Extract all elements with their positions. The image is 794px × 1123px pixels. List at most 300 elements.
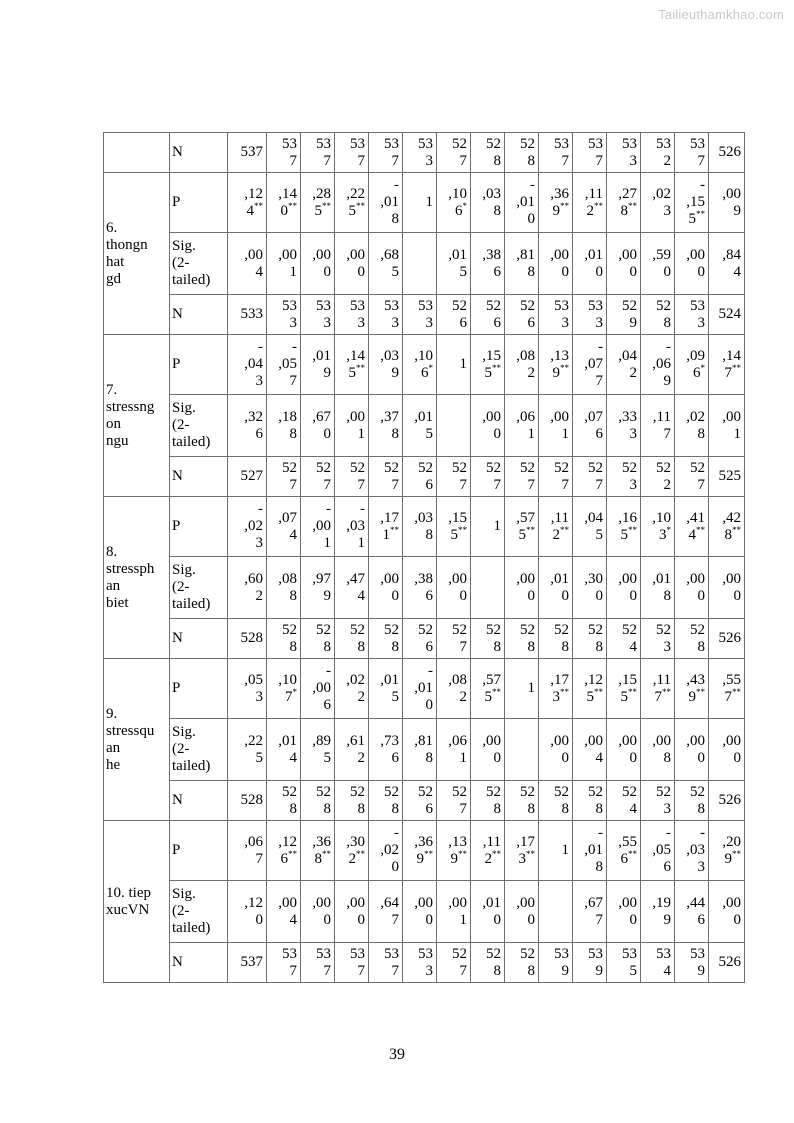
- table-cell: [573, 719, 607, 781]
- cell-value: ,84 4: [722, 246, 741, 280]
- table-cell: [471, 335, 505, 395]
- table-cell: [403, 457, 437, 497]
- table-cell: [539, 719, 573, 781]
- table-cell: [573, 881, 607, 943]
- table-cell: [437, 133, 471, 173]
- cell-value: 52 8: [486, 783, 501, 817]
- cell-value: ,15 5**: [448, 509, 467, 543]
- cell-value: 53 3: [418, 135, 433, 169]
- table-cell: [369, 233, 403, 295]
- table-cell: [641, 133, 675, 173]
- cell-value: 526: [718, 630, 741, 646]
- cell-value: 52 8: [316, 621, 331, 655]
- table-cell: [403, 233, 437, 295]
- table-cell: [709, 457, 745, 497]
- significance-mark: **: [732, 524, 741, 535]
- significance-mark: **: [458, 848, 467, 859]
- table-cell: [437, 719, 471, 781]
- cell-value: ,55 7**: [722, 671, 741, 705]
- table-cell: [403, 881, 437, 943]
- cell-value: ,30 0: [584, 570, 603, 604]
- statistic-label: Sig. (2- tailed): [170, 395, 228, 457]
- significance-mark: **: [696, 686, 705, 697]
- cell-value: 52 8: [350, 783, 365, 817]
- cell-value: 52 8: [282, 783, 297, 817]
- table-cell: [573, 173, 607, 233]
- cell-value: - ,05 7: [278, 339, 297, 389]
- cell-value: ,73 6: [380, 732, 399, 766]
- cell-value: 53 3: [384, 297, 399, 331]
- cell-value: 52 6: [418, 621, 433, 655]
- table-cell: [675, 335, 709, 395]
- table-cell: [607, 173, 641, 233]
- table-cell: [505, 881, 539, 943]
- table-cell: [471, 133, 505, 173]
- cell-value: 52 8: [656, 297, 671, 331]
- cell-value: ,47 4: [346, 570, 365, 604]
- table-row: [104, 497, 745, 557]
- cell-value: ,02 3: [652, 185, 671, 219]
- cell-value: 52 6: [486, 297, 501, 331]
- cell-value: 52 2: [656, 459, 671, 493]
- table-cell: [437, 335, 471, 395]
- cell-value: 52 7: [452, 783, 467, 817]
- table-cell: [641, 335, 675, 395]
- variable-label: 6. thongn hat gd: [104, 173, 170, 335]
- cell-value: 53 7: [690, 135, 705, 169]
- cell-value: 52 8: [350, 621, 365, 655]
- cell-value: - ,01 0: [516, 177, 535, 227]
- cell-value: ,15 5**: [618, 671, 637, 705]
- statistic-label: P: [170, 659, 228, 719]
- cell-value: ,00 4: [244, 246, 263, 280]
- table-cell: [709, 781, 745, 821]
- significance-mark: **: [560, 524, 569, 535]
- table-cell: [301, 335, 335, 395]
- table-cell: [709, 881, 745, 943]
- significance-mark: **: [288, 848, 297, 859]
- table-cell: [641, 619, 675, 659]
- cell-value: ,06 1: [448, 732, 467, 766]
- cell-value: 52 8: [588, 621, 603, 655]
- cell-value: ,42 8**: [722, 509, 741, 543]
- table-cell: [369, 497, 403, 557]
- table-cell: [641, 557, 675, 619]
- table-cell: [437, 659, 471, 719]
- table-cell: [471, 173, 505, 233]
- cell-value: ,67 0: [312, 408, 331, 442]
- significance-mark: **: [390, 524, 399, 535]
- statistic-label: Sig. (2- tailed): [170, 557, 228, 619]
- table-cell: [539, 457, 573, 497]
- table-cell: [539, 821, 573, 881]
- table-cell: [675, 173, 709, 233]
- cell-value: 53 3: [316, 297, 331, 331]
- correlation-table: [103, 132, 745, 983]
- table-cell: [335, 781, 369, 821]
- cell-value: ,06 1: [516, 408, 535, 442]
- table-cell: [267, 881, 301, 943]
- table-cell: [641, 781, 675, 821]
- table-cell: [607, 821, 641, 881]
- table-cell: [641, 173, 675, 233]
- cell-value: 52 7: [350, 459, 365, 493]
- table-cell: [267, 233, 301, 295]
- cell-value: ,00 0: [550, 246, 569, 280]
- significance-mark: **: [732, 848, 741, 859]
- cell-value: - ,15 5**: [686, 177, 705, 227]
- table-cell: [573, 457, 607, 497]
- cell-value: 52 7: [452, 621, 467, 655]
- table-cell: [641, 233, 675, 295]
- cell-value: ,00 9: [722, 185, 741, 219]
- table-cell: [301, 557, 335, 619]
- significance-mark: **: [288, 200, 297, 211]
- variable-label: [104, 133, 170, 173]
- cell-value: 537: [240, 144, 263, 160]
- cell-value: ,00 0: [722, 570, 741, 604]
- cell-value: ,00 1: [346, 408, 365, 442]
- cell-value: ,00 0: [722, 732, 741, 766]
- table-cell: [675, 497, 709, 557]
- table-cell: [403, 497, 437, 557]
- table-cell: [301, 781, 335, 821]
- table-cell: [539, 943, 573, 983]
- table-cell: [228, 497, 267, 557]
- table-row: [104, 557, 745, 619]
- table-row: [104, 781, 745, 821]
- table-cell: [228, 881, 267, 943]
- cell-value: 52 9: [622, 297, 637, 331]
- statistic-label: P: [170, 497, 228, 557]
- cell-value: ,08 8: [278, 570, 297, 604]
- table-cell: [471, 295, 505, 335]
- table-cell: [573, 295, 607, 335]
- cell-value: ,00 0: [618, 246, 637, 280]
- cell-value: ,11 2**: [550, 509, 569, 543]
- cell-value: 53 7: [554, 135, 569, 169]
- table-cell: [641, 659, 675, 719]
- cell-value: ,33 3: [618, 408, 637, 442]
- table-cell: [267, 395, 301, 457]
- table-cell: [403, 719, 437, 781]
- cell-value: 53 3: [588, 297, 603, 331]
- cell-value: 1: [561, 842, 569, 858]
- cell-value: 53 7: [384, 135, 399, 169]
- table-cell: [335, 619, 369, 659]
- significance-mark: *: [462, 200, 467, 211]
- significance-mark: **: [458, 524, 467, 535]
- cell-value: ,43 9**: [686, 671, 705, 705]
- table-cell: [709, 335, 745, 395]
- cell-value: 53 2: [656, 135, 671, 169]
- cell-value: 1: [459, 356, 467, 372]
- significance-mark: **: [356, 362, 365, 373]
- table-cell: [573, 659, 607, 719]
- table-cell: [301, 821, 335, 881]
- significance-mark: **: [492, 686, 501, 697]
- significance-mark: **: [560, 686, 569, 697]
- table-cell: [301, 233, 335, 295]
- table-cell: [335, 881, 369, 943]
- table-cell: [369, 821, 403, 881]
- table-row: [104, 821, 745, 881]
- table-cell: [573, 133, 607, 173]
- significance-mark: **: [322, 848, 331, 859]
- table-cell: [301, 659, 335, 719]
- cell-value: ,00 0: [550, 732, 569, 766]
- table-cell: [267, 781, 301, 821]
- cell-value: ,59 0: [652, 246, 671, 280]
- cell-value: - ,02 0: [380, 825, 399, 875]
- table-cell: [335, 943, 369, 983]
- cell-value: 53 5: [622, 945, 637, 979]
- cell-value: ,36 9**: [414, 833, 433, 867]
- table-cell: [335, 719, 369, 781]
- cell-value: - ,05 6: [652, 825, 671, 875]
- table-cell: [228, 557, 267, 619]
- table-cell: [539, 497, 573, 557]
- cell-value: ,00 0: [482, 408, 501, 442]
- table-cell: [335, 173, 369, 233]
- cell-value: ,07 6: [584, 408, 603, 442]
- table-cell: [369, 619, 403, 659]
- table-cell: [573, 619, 607, 659]
- table-cell: [573, 335, 607, 395]
- cell-value: ,14 5**: [346, 347, 365, 381]
- table-cell: [675, 659, 709, 719]
- cell-value: 1: [493, 518, 501, 534]
- cell-value: 526: [718, 144, 741, 160]
- cell-value: ,01 9: [312, 347, 331, 381]
- table-cell: [505, 659, 539, 719]
- cell-value: ,37 8: [380, 408, 399, 442]
- cell-value: ,12 0: [244, 894, 263, 928]
- cell-value: ,41 4**: [686, 509, 705, 543]
- cell-value: 52 8: [520, 945, 535, 979]
- table-cell: [709, 943, 745, 983]
- cell-value: ,81 8: [414, 732, 433, 766]
- cell-value: ,00 0: [686, 246, 705, 280]
- cell-value: 53 4: [656, 945, 671, 979]
- cell-value: 53 9: [554, 945, 569, 979]
- table-cell: [369, 395, 403, 457]
- cell-value: ,00 0: [482, 732, 501, 766]
- significance-mark: **: [560, 200, 569, 211]
- table-cell: [709, 557, 745, 619]
- table-cell: [675, 719, 709, 781]
- cell-value: ,00 0: [380, 570, 399, 604]
- significance-mark: **: [526, 848, 535, 859]
- cell-value: ,13 9**: [448, 833, 467, 867]
- watermark: Tailieuthamkhao.com: [658, 7, 784, 22]
- cell-value: ,01 4: [278, 732, 297, 766]
- table-cell: [539, 173, 573, 233]
- cell-value: ,57 5**: [516, 509, 535, 543]
- cell-value: 52 6: [418, 459, 433, 493]
- cell-value: ,12 4**: [244, 185, 263, 219]
- table-cell: [301, 133, 335, 173]
- significance-mark: **: [662, 686, 671, 697]
- table-cell: [403, 133, 437, 173]
- cell-value: 52 8: [384, 621, 399, 655]
- cell-value: ,44 6: [686, 894, 705, 928]
- table-cell: [369, 173, 403, 233]
- cell-value: ,64 7: [380, 894, 399, 928]
- cell-value: ,01 5: [380, 671, 399, 705]
- cell-value: 52 8: [316, 783, 331, 817]
- table-cell: [607, 943, 641, 983]
- cell-value: 53 7: [316, 135, 331, 169]
- table-cell: [267, 943, 301, 983]
- cell-value: 526: [718, 954, 741, 970]
- cell-value: ,03 8: [414, 509, 433, 543]
- significance-mark: **: [732, 686, 741, 697]
- cell-value: ,01 0: [550, 570, 569, 604]
- cell-value: - ,06 9: [652, 339, 671, 389]
- cell-value: - ,01 0: [414, 663, 433, 713]
- table-cell: [301, 497, 335, 557]
- cell-value: 1: [527, 680, 535, 696]
- cell-value: ,00 0: [414, 894, 433, 928]
- table-cell: [437, 395, 471, 457]
- table-cell: [403, 781, 437, 821]
- significance-mark: **: [356, 200, 365, 211]
- statistic-label: N: [170, 943, 228, 983]
- cell-value: ,00 0: [686, 570, 705, 604]
- table-cell: [437, 881, 471, 943]
- table-cell: [505, 781, 539, 821]
- table-cell: [228, 395, 267, 457]
- cell-value: - ,00 6: [312, 663, 331, 713]
- cell-value: ,00 0: [346, 246, 365, 280]
- table-cell: [301, 619, 335, 659]
- significance-mark: *: [666, 524, 671, 535]
- cell-value: ,01 0: [584, 246, 603, 280]
- table-row: [104, 719, 745, 781]
- cell-value: 52 7: [452, 945, 467, 979]
- significance-mark: **: [628, 848, 637, 859]
- table-cell: [437, 173, 471, 233]
- cell-value: ,00 0: [686, 732, 705, 766]
- cell-value: 53 7: [282, 945, 297, 979]
- cell-value: ,06 7: [244, 833, 263, 867]
- cell-value: 52 7: [452, 459, 467, 493]
- table-cell: [369, 557, 403, 619]
- cell-value: 53 3: [690, 297, 705, 331]
- cell-value: ,00 4: [584, 732, 603, 766]
- statistic-label: Sig. (2- tailed): [170, 881, 228, 943]
- cell-value: ,14 7**: [722, 347, 741, 381]
- table-cell: [709, 659, 745, 719]
- cell-value: ,00 0: [516, 570, 535, 604]
- cell-value: 53 3: [622, 135, 637, 169]
- table-cell: [267, 457, 301, 497]
- table-cell: [437, 821, 471, 881]
- cell-value: 52 7: [486, 459, 501, 493]
- cell-value: 1: [425, 194, 433, 210]
- cell-value: ,81 8: [516, 246, 535, 280]
- table-cell: [228, 781, 267, 821]
- table-cell: [403, 943, 437, 983]
- table-cell: [267, 557, 301, 619]
- cell-value: 52 6: [520, 297, 535, 331]
- cell-value: ,10 3*: [652, 509, 671, 543]
- table-row: [104, 233, 745, 295]
- table-cell: [675, 881, 709, 943]
- table-cell: [573, 943, 607, 983]
- table-cell: [301, 395, 335, 457]
- cell-value: 53 3: [418, 945, 433, 979]
- page-number: 39: [389, 1046, 405, 1063]
- cell-value: ,68 5: [380, 246, 399, 280]
- table-cell: [675, 821, 709, 881]
- table-cell: [505, 173, 539, 233]
- cell-value: 53 3: [350, 297, 365, 331]
- table-cell: [437, 295, 471, 335]
- table-cell: [505, 821, 539, 881]
- cell-value: 527: [240, 468, 263, 484]
- cell-value: 525: [718, 468, 741, 484]
- table-cell: [335, 659, 369, 719]
- table-cell: [641, 881, 675, 943]
- table-cell: [335, 821, 369, 881]
- table-cell: [709, 395, 745, 457]
- table-cell: [369, 295, 403, 335]
- cell-value: 52 6: [452, 297, 467, 331]
- cell-value: ,00 1: [278, 246, 297, 280]
- cell-value: ,09 6*: [686, 347, 705, 381]
- cell-value: 53 7: [588, 135, 603, 169]
- table-cell: [228, 821, 267, 881]
- cell-value: ,00 0: [516, 894, 535, 928]
- table-cell: [437, 943, 471, 983]
- cell-value: ,10 6*: [448, 185, 467, 219]
- table-row: [104, 457, 745, 497]
- table-cell: [539, 335, 573, 395]
- cell-value: 52 8: [588, 783, 603, 817]
- table-cell: [228, 943, 267, 983]
- table-cell: [267, 497, 301, 557]
- table-cell: [505, 133, 539, 173]
- significance-mark: **: [526, 524, 535, 535]
- cell-value: ,00 0: [312, 894, 331, 928]
- table-cell: [267, 335, 301, 395]
- cell-value: ,00 0: [312, 246, 331, 280]
- cell-value: 52 7: [554, 459, 569, 493]
- table-cell: [228, 335, 267, 395]
- table-cell: [539, 881, 573, 943]
- cell-value: 53 7: [316, 945, 331, 979]
- table-cell: [228, 233, 267, 295]
- significance-mark: **: [492, 848, 501, 859]
- table-row: [104, 619, 745, 659]
- table-cell: [641, 719, 675, 781]
- cell-value: 52 8: [486, 135, 501, 169]
- table-cell: [607, 619, 641, 659]
- table-cell: [505, 497, 539, 557]
- cell-value: ,01 0: [482, 894, 501, 928]
- cell-value: - ,02 3: [244, 501, 263, 551]
- table-cell: [505, 335, 539, 395]
- significance-mark: **: [732, 362, 741, 373]
- cell-value: ,17 3**: [516, 833, 535, 867]
- cell-value: 52 8: [690, 783, 705, 817]
- cell-value: ,36 8**: [312, 833, 331, 867]
- table-cell: [471, 821, 505, 881]
- table-cell: [471, 619, 505, 659]
- cell-value: ,60 2: [244, 570, 263, 604]
